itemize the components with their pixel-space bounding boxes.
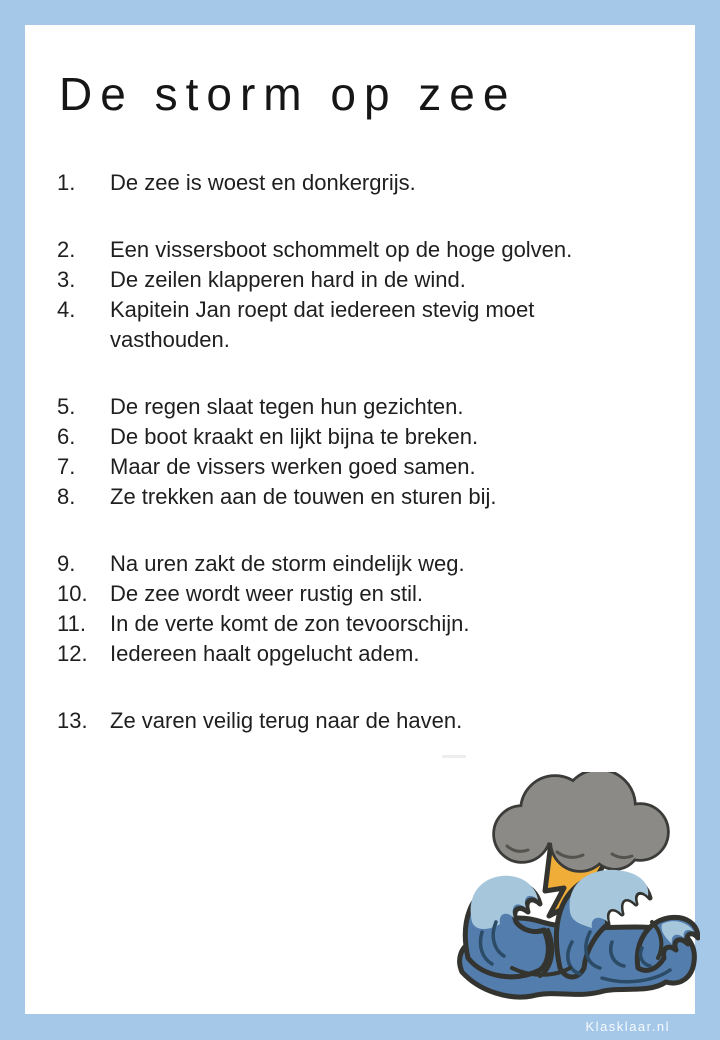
list-item-text: In de verte komt de zon tevoorschijn. bbox=[110, 610, 470, 636]
scan-smudge bbox=[442, 755, 466, 758]
storm-cloud-icon bbox=[495, 772, 667, 870]
list-item-number: 11. bbox=[57, 610, 86, 636]
list-item-text: De zeilen klapperen hard in de wind. bbox=[110, 266, 466, 292]
storm-illustration bbox=[452, 772, 700, 1004]
list-item-text: De zee wordt weer rustig en stil. bbox=[110, 580, 424, 606]
list-item bbox=[57, 295, 695, 355]
worksheet-content bbox=[25, 25, 695, 1014]
list-item bbox=[57, 392, 695, 422]
list-item-text: Kapitein Jan roept dat iedereen stevig moet vasthouden. bbox=[110, 296, 535, 352]
list-item bbox=[57, 235, 695, 265]
list-item bbox=[57, 265, 695, 295]
page-title: De storm op zee bbox=[59, 68, 517, 120]
list-item-text: De boot kraakt en lijkt bijna te breken. bbox=[110, 423, 479, 449]
watermark: Klasklaar.nl bbox=[585, 1019, 670, 1034]
list-item-text: Ze trekken aan de touwen en sturen bij. bbox=[110, 483, 497, 509]
list-item-number: 1. bbox=[57, 169, 76, 195]
list-item bbox=[57, 422, 695, 452]
list-item-text: Een vissersboot schommelt op de hoge golven. bbox=[110, 236, 573, 262]
list-item-text: Maar de vissers werken goed samen. bbox=[110, 453, 476, 479]
list-item-text: Iedereen haalt opgelucht adem. bbox=[110, 640, 420, 666]
list-item bbox=[57, 609, 695, 639]
list-item-text: Ze varen veilig terug naar de haven. bbox=[110, 707, 463, 733]
list-item-number: 6. bbox=[57, 423, 76, 449]
list-item-number: 10. bbox=[57, 580, 88, 606]
list-item bbox=[57, 579, 695, 609]
list-item bbox=[57, 482, 695, 512]
list-item-number: 5. bbox=[57, 393, 76, 419]
list-item bbox=[57, 706, 695, 736]
list-item-number: 3. bbox=[57, 266, 76, 292]
list-item-number: 7. bbox=[57, 453, 76, 479]
list-item-number: 13. bbox=[57, 707, 88, 733]
list-item-number: 12. bbox=[57, 640, 88, 666]
list-item-number: 2. bbox=[57, 236, 76, 262]
list-item bbox=[57, 639, 695, 669]
list-item bbox=[57, 549, 695, 579]
list-item-number: 4. bbox=[57, 296, 76, 322]
list-item-number: 8. bbox=[57, 483, 76, 509]
list-item bbox=[57, 452, 695, 482]
sentence-list bbox=[57, 168, 695, 736]
list-item-number: 9. bbox=[57, 550, 76, 576]
list-item-text: De regen slaat tegen hun gezichten. bbox=[110, 393, 464, 419]
list-item-text: Na uren zakt de storm eindelijk weg. bbox=[110, 550, 465, 576]
waves-icon bbox=[460, 870, 698, 997]
list-item bbox=[57, 168, 695, 198]
list-item-text: De zee is woest en donkergrijs. bbox=[110, 169, 416, 195]
